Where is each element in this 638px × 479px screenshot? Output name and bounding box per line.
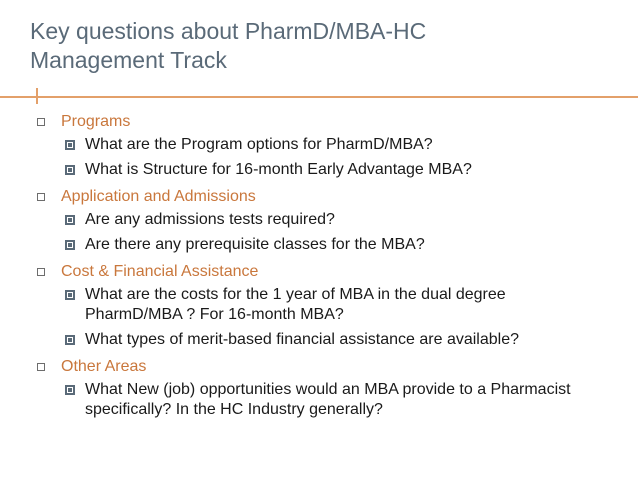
slide-title	[30, 17, 426, 75]
section-label: Application and Admissions	[61, 188, 256, 205]
section-programs	[0, 110, 638, 180]
title-line-1: Key questions about PharmD/MBA-HC	[30, 18, 427, 44]
list-item	[0, 235, 638, 255]
square-bullet-icon	[37, 363, 45, 371]
bullet-list	[0, 110, 638, 425]
list-item	[0, 160, 638, 180]
item-text: What are the Program options for PharmD/MBA?	[85, 136, 433, 153]
section-label: Programs	[61, 113, 131, 130]
list-item	[0, 380, 638, 420]
square-bullet-icon	[37, 268, 45, 276]
section-application-admissions	[0, 185, 638, 255]
list-item	[0, 285, 638, 325]
filled-square-bullet-icon	[65, 240, 75, 250]
item-text: Are there any prerequisite classes for the MBA?	[85, 236, 425, 253]
list-item	[0, 210, 638, 230]
list-item	[0, 330, 638, 350]
title-line-2: Management Track	[30, 47, 227, 73]
filled-square-bullet-icon	[65, 335, 75, 345]
item-text: What is Structure for 16-month Early Advantage MBA?	[85, 161, 472, 178]
item-text: What types of merit-based financial assistance are available?	[85, 331, 519, 348]
square-bullet-icon	[37, 193, 45, 201]
title-divider-tick	[36, 88, 38, 104]
item-text: Are any admissions tests required?	[85, 211, 335, 228]
section-label: Cost & Financial Assistance	[61, 263, 259, 280]
filled-square-bullet-icon	[65, 215, 75, 225]
filled-square-bullet-icon	[65, 385, 75, 395]
item-text: What New (job) opportunities would an MBA provide to a Pharmacist specifically? In the HC Industry generally?	[85, 381, 571, 418]
item-text: What are the costs for the 1 year of MBA in the dual degree PharmD/MBA ? For 16-month MBA?	[85, 286, 506, 323]
square-bullet-icon	[37, 118, 45, 126]
section-other-areas	[0, 355, 638, 420]
list-item	[0, 135, 638, 155]
section-cost-financial	[0, 260, 638, 350]
filled-square-bullet-icon	[65, 165, 75, 175]
filled-square-bullet-icon	[65, 140, 75, 150]
section-label: Other Areas	[61, 358, 147, 375]
filled-square-bullet-icon	[65, 290, 75, 300]
title-divider	[0, 96, 638, 98]
